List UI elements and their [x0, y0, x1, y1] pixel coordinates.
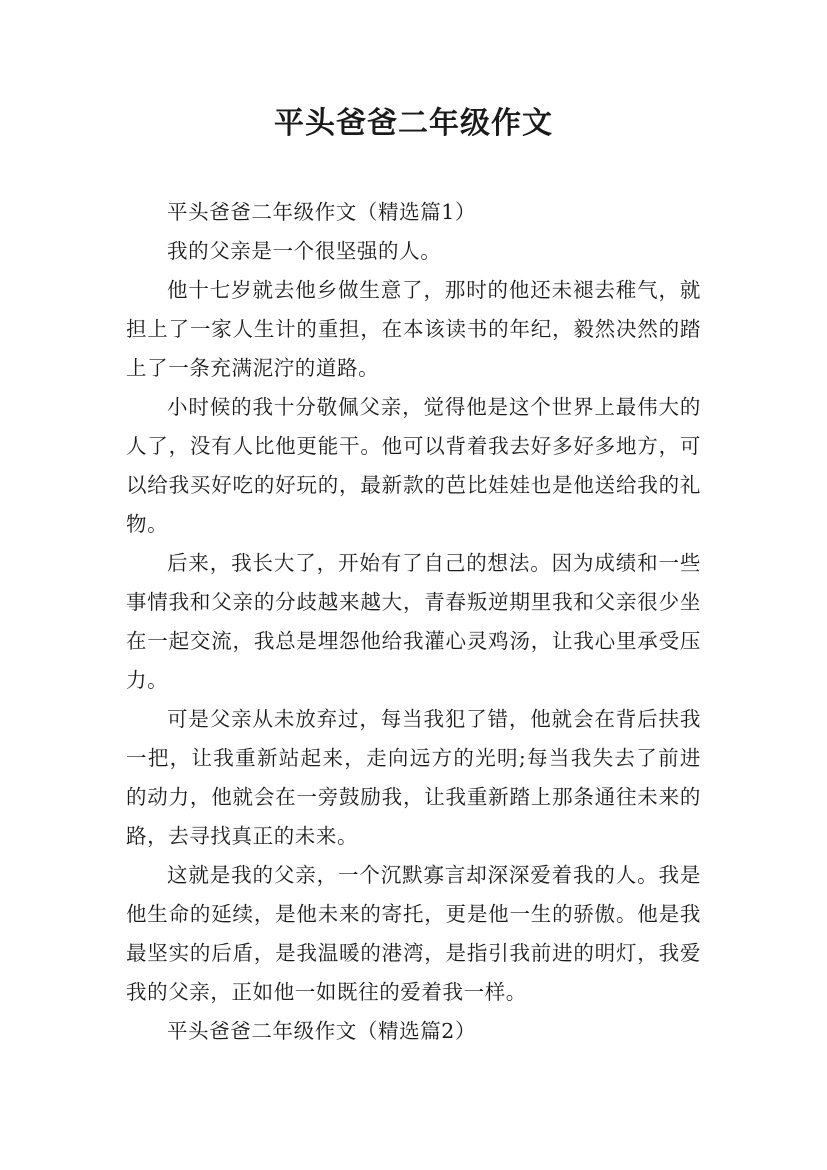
paragraph: 他十七岁就去他乡做生意了，那时的他还未褪去稚气，就担上了一家人生计的重担，在本该读书的年纪，毅然决然的踏上了一条充满泥泞的道路。 [126, 278, 701, 380]
section-heading-1: 平头爸爸二年级作文（精选篇1） [167, 200, 477, 224]
paragraph: 可是父亲从未放弃过，每当我犯了错，他就会在背后扶我一把，让我重新站起来，走向远方的光明;每当我失去了前进的动力，他就会在一旁鼓励我，让我重新踏上那条通往未来的路，去寻找真正的未来。 [126, 707, 701, 848]
paragraph: 我的父亲是一个很坚强的人。 [167, 239, 442, 263]
document-body [126, 193, 701, 1051]
document-title: 平头爸爸二年级作文 [274, 106, 553, 141]
paragraph: 这就是我的父亲，一个沉默寡言却深深爱着我的人。我是他生命的延续，是他未来的寄托，更是他一生的骄傲。他是我最坚实的后盾，是我温暖的港湾，是指引我前进的明灯，我爱我的父亲，正如他一如既往的爱着我一样。 [126, 863, 701, 1004]
paragraph: 小时候的我十分敬佩父亲，觉得他是这个世界上最伟大的人了，没有人比他更能干。他可以背着我去好多好多地方，可以给我买好吃的好玩的，最新款的芭比娃娃也是他送给我的礼物。 [126, 395, 701, 536]
section-heading-2: 平头爸爸二年级作文（精选篇2） [167, 1019, 477, 1043]
paragraph: 后来，我长大了，开始有了自己的想法。因为成绩和一些事情我和父亲的分歧越来越大，青春叛逆期里我和父亲很少坐在一起交流，我总是埋怨他给我灌心灵鸡汤，让我心里承受压力。 [126, 551, 701, 692]
